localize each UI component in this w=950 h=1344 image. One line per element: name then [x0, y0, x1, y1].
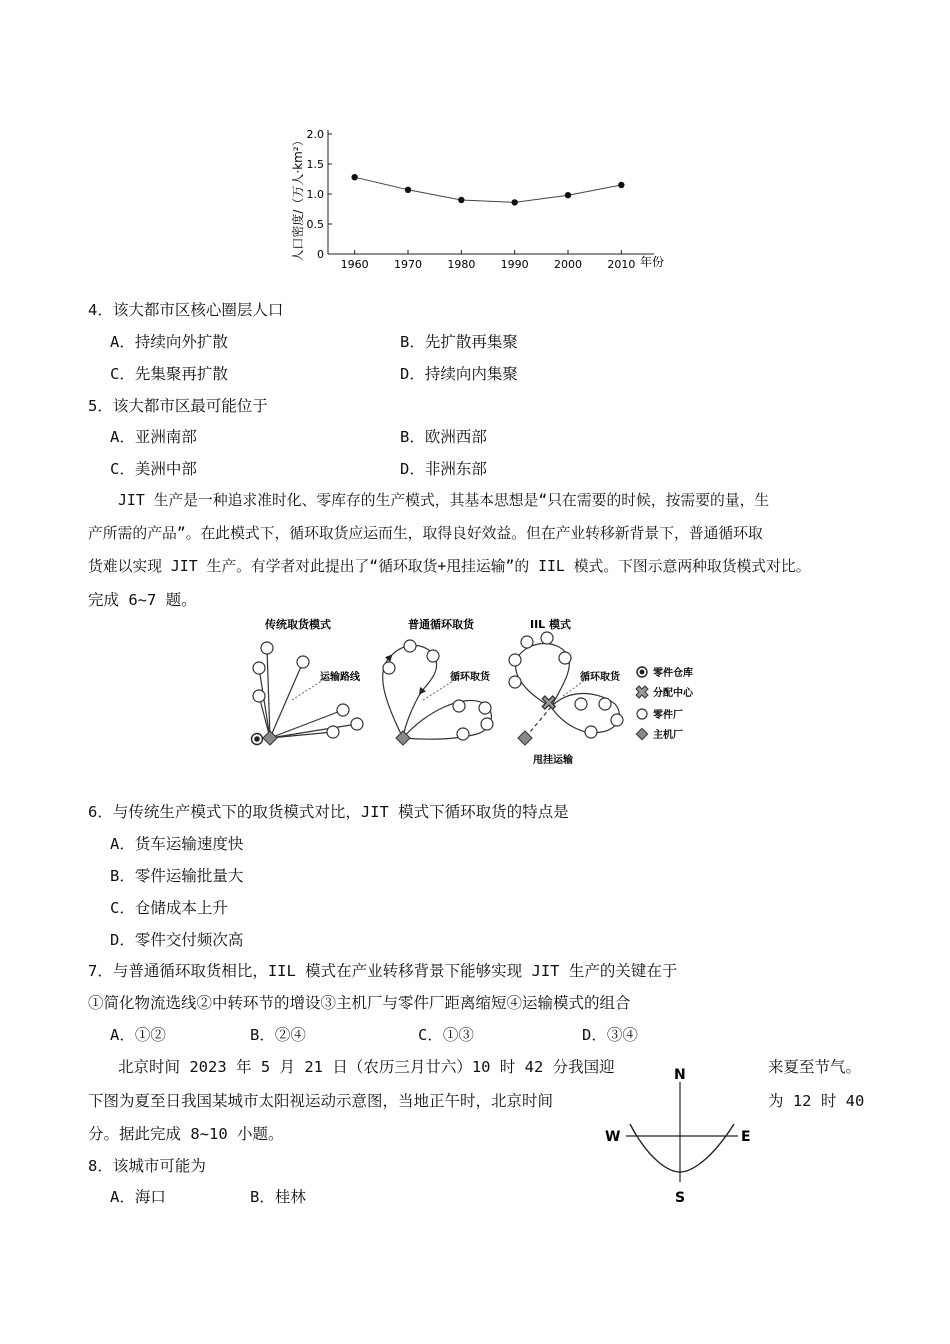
legend-distribution-center: 分配中心: [653, 688, 693, 699]
data-point: [511, 199, 517, 205]
x-tick-label: 2010: [607, 258, 636, 271]
q7-option-c: C．①③: [418, 1026, 474, 1044]
q4-option-c: C．先集聚再扩散: [110, 365, 228, 383]
q7-option-d: D．③④: [582, 1026, 638, 1044]
passage2-line3: 分。据此完成 8~10 小题。: [88, 1125, 284, 1143]
q4-option-a: A．持续向外扩散: [110, 333, 228, 351]
q4-stem: 4．该大都市区核心圈层人口: [88, 301, 284, 319]
q5-option-b: B．欧洲西部: [400, 428, 487, 446]
passage1-line2: 产所需的产品”。在此模式下，循环取货应运而生，取得良好效益。但在产业转移新背景下，普通循环取: [88, 525, 763, 542]
data-point: [618, 182, 624, 188]
q6-option-c: C．仓储成本上升: [110, 899, 228, 917]
passage2-line2a: 下图为夏至日我国某城市太阳视运动示意图，当地正午时，北京时间: [88, 1092, 554, 1110]
x-tick-label: 1970: [394, 258, 422, 271]
q5-option-c: C．美洲中部: [110, 460, 197, 478]
label-north: N: [674, 1067, 686, 1083]
legend-parts-factory: 零件厂: [653, 710, 683, 721]
data-point: [565, 192, 571, 198]
passage2-line1a: 北京时间 2023 年 5 月 21 日（农历三月廿六）10 时 42 分我国迎: [118, 1058, 615, 1076]
q7-option-b: B．②④: [250, 1026, 306, 1044]
q4-option-b: B．先扩散再集聚: [400, 333, 518, 351]
x-tick-label: 1980: [447, 258, 476, 271]
series-line: [355, 177, 622, 202]
x-tick-label: 1960: [340, 258, 369, 271]
chart-xlabel: 年份: [640, 255, 665, 269]
label-west: W: [605, 1129, 621, 1145]
q8-option-a: A．海口: [110, 1188, 166, 1206]
passage2-line1b: 来夏至节气。: [768, 1058, 862, 1076]
traditional-main-plant: [263, 731, 277, 745]
q7-option-a: A．①②: [110, 1026, 166, 1044]
data-point: [458, 197, 464, 203]
passage1-line1: JIT 生产是一种追求准时化、零库存的生产模式，其基本思想是“只在需要的时候，按需要的量，生: [118, 492, 770, 509]
q4-option-d: D．持续向内集聚: [400, 365, 518, 383]
passage2-line2b: 为 12 时 40: [768, 1092, 865, 1110]
q5-option-a: A．亚洲南部: [110, 428, 197, 446]
population-density-chart: [280, 118, 680, 283]
label-south: S: [675, 1190, 686, 1206]
passage1-line4: 完成 6~7 题。: [88, 591, 197, 609]
y-tick-label: 2.0: [306, 128, 324, 141]
y-tick-label: 0: [317, 248, 324, 261]
passage1-line3: 货难以实现 JIT 生产。有学者对此提出了“循环取货+甩挂运输”的 IIL 模式。下图示意两种取货模式对比。: [88, 558, 811, 575]
legend-main-plant: 主机厂: [653, 730, 683, 741]
y-tick-label: 0.5: [306, 218, 324, 231]
data-point: [405, 187, 411, 193]
iil-drop-route: [525, 707, 551, 738]
label-cycle-1: 循环取货: [450, 672, 490, 683]
normal-loop-lower: [403, 700, 491, 739]
q6-stem: 6．与传统生产模式下的取货模式对比，JIT 模式下循环取货的特点是: [88, 803, 569, 821]
q6-option-a: A．货车运输速度快: [110, 835, 244, 853]
q5-option-d: D．非洲东部: [400, 460, 487, 478]
chart-ylabel: 人口密度/（万人·km²）: [291, 134, 305, 262]
chart-marks: [351, 174, 624, 206]
label-cycle-2: 循环取货: [580, 672, 620, 683]
iil-main-plant: [518, 731, 532, 745]
x-tick-label: 1990: [500, 258, 529, 271]
label-drop: 甩挂运输: [533, 755, 573, 766]
x-tick-label: 2000: [554, 258, 582, 271]
title-traditional: 传统取货模式: [265, 618, 331, 631]
q6-option-b: B．零件运输批量大: [110, 867, 244, 885]
data-point: [351, 174, 357, 180]
q7-items: ①简化物流选线②中转环节的增设③主机厂与零件厂距离缩短④运输模式的组合: [88, 994, 631, 1012]
y-tick-label: 1.0: [306, 188, 324, 201]
title-iil: IIL 模式: [530, 618, 572, 631]
traditional-warehouse: [252, 734, 263, 745]
legend: [636, 666, 694, 741]
pickup-mode-diagram: [245, 612, 715, 772]
q8-stem: 8．该城市可能为: [88, 1157, 206, 1175]
normal-factories: [383, 640, 493, 740]
label-east: E: [741, 1129, 751, 1145]
sun-path-arc: [630, 1124, 734, 1172]
chart-axes: [307, 128, 655, 271]
sun-path-diagram: [600, 1062, 760, 1212]
title-normal: 普通循环取货: [408, 618, 474, 631]
q5-stem: 5．该大都市区最可能位于: [88, 397, 268, 415]
label-route: 运输路线: [320, 672, 360, 683]
q8-option-b: B．桂林: [250, 1188, 306, 1206]
y-tick-label: 1.5: [306, 158, 324, 171]
legend-warehouse: 零件仓库: [653, 668, 693, 679]
q7-stem: 7．与普通循环取货相比，IIL 模式在产业转移背景下能够实现 JIT 生产的关键在于: [88, 962, 678, 980]
q6-option-d: D．零件交付频次高: [110, 931, 244, 949]
